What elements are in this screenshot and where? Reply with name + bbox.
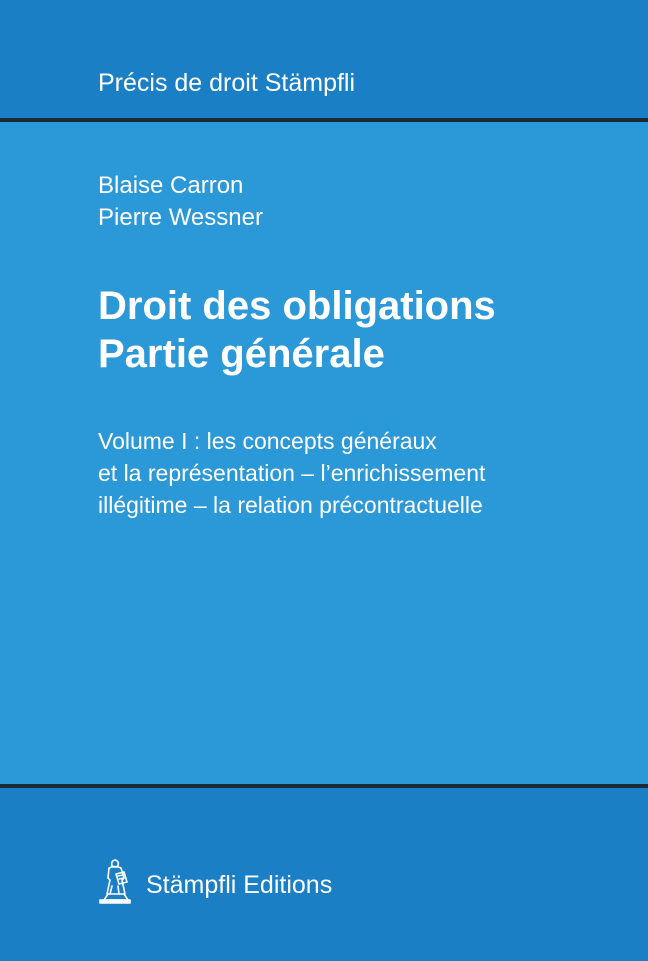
- book-subtitle: [98, 425, 485, 521]
- series-title: Précis de droit Stämpfli: [98, 69, 356, 97]
- subtitle-line-3: illégitime – la relation précontractuelle: [98, 492, 483, 518]
- subtitle-line-2: et la représentation – l’enrichissement: [98, 460, 486, 486]
- title-line-2: Partie générale: [98, 332, 385, 376]
- title-line-1: Droit des obligations: [98, 284, 496, 328]
- author-2: Pierre Wessner: [98, 204, 263, 231]
- publisher-name: Stämpfli Editions: [146, 871, 333, 899]
- publisher: [92, 856, 332, 904]
- book-title: [98, 282, 496, 378]
- authors: [98, 170, 263, 234]
- top-band: [0, 0, 648, 118]
- figure-logo-icon: [92, 856, 138, 904]
- author-1: Blaise Carron: [98, 172, 244, 199]
- subtitle-line-1: Volume I : les concepts généraux: [98, 428, 437, 454]
